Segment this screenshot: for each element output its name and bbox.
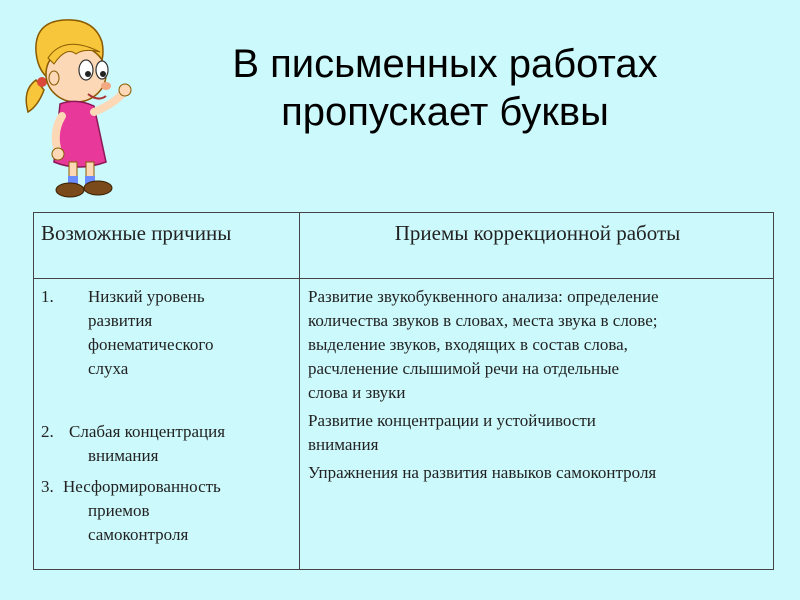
cause-number: 3. <box>41 477 54 496</box>
header-divider <box>34 278 773 279</box>
method-line: Упражнения на развития навыков самоконтроля <box>308 463 657 482</box>
causes-methods-table <box>33 212 774 570</box>
method-line: Развитие звукобуквенного анализа: определение <box>308 287 659 306</box>
method-line: выделение звуков, входящих в состав слова, <box>308 335 628 354</box>
method-line: Развитие концентрации и устойчивости <box>308 411 596 430</box>
title-line-1: В письменных работах <box>232 42 658 86</box>
cause-line: Несформированность <box>63 477 221 496</box>
method-item-2 <box>308 409 770 457</box>
method-line: слова и звуки <box>308 383 406 402</box>
cause-line: самоконтроля <box>88 525 189 544</box>
cause-number: 1. <box>41 287 54 306</box>
cause-item-3 <box>41 475 296 547</box>
header-causes: Возможные причины <box>41 221 232 245</box>
column-divider <box>299 213 300 569</box>
method-item-3 <box>308 461 770 485</box>
cause-line: приемов <box>88 501 150 520</box>
method-line: количества звуков в словах, места звука в слове; <box>308 311 658 330</box>
cause-line: Слабая концентрация <box>69 422 226 441</box>
cause-line: слуха <box>88 359 129 378</box>
method-item-1 <box>308 285 770 405</box>
cause-line: развития <box>88 311 153 330</box>
slide-title <box>140 40 750 136</box>
cause-item-1 <box>41 285 296 381</box>
cause-item-2 <box>41 420 296 468</box>
cause-line: Низкий уровень <box>88 287 205 306</box>
cause-line: фонематического <box>88 335 214 354</box>
method-line: внимания <box>308 435 379 454</box>
girl-illustration <box>14 12 139 202</box>
title-line-2: пропускает буквы <box>281 90 609 134</box>
method-line: расчленение слышимой речи на отдельные <box>308 359 620 378</box>
methods-cell <box>308 285 770 489</box>
header-methods: Приемы коррекционной работы <box>394 221 681 245</box>
cause-line: внимания <box>88 446 159 465</box>
cause-number: 2. <box>41 422 54 441</box>
